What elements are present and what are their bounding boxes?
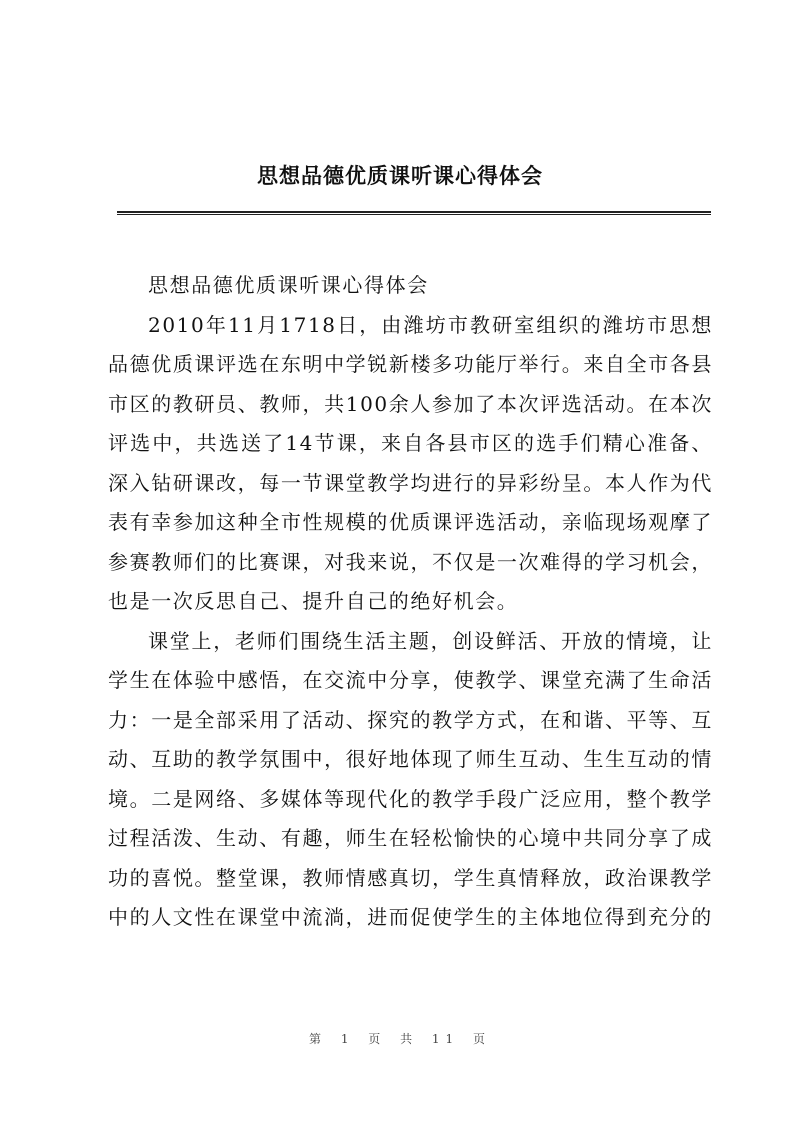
body-paragraph-heading: 思想品德优质课听课心得体会: [148, 273, 429, 297]
body-paragraph: 课堂上，老师们围绕生活主题，创设鲜活、开放的情境，让学生在体验中感悟，在交流中分享，使教学、课堂充满了生命活力：一是全部采用了活动、探究的教学方式，在和谐、平等、互动、互助的教学氛围中，很好地体现了师生互动、生生互动的情境。二是网络、多媒体等现代化的教学手段广泛应用，整个教学过程活泼、生动、有趣，师生在轻松愉快的心境中共同分享了成功的喜悦。整堂课，教师情感真切，学生真情释放，政治课教学中的人文性在课堂中流淌，进而促使学生的主体地位得到充分的: [108, 628, 713, 929]
document-title: 思想品德优质课听课心得体会: [257, 164, 543, 188]
page-number-footer: 第 1 页 共 11 页: [309, 1032, 491, 1046]
document-body: [108, 266, 713, 938]
title-divider: [117, 211, 711, 215]
body-paragraph: 2010年11月1718日，由潍坊市教研室组织的潍坊市思想品德优质课评选在东明中学锐新楼多功能厅举行。来自全市各县市区的教研员、教师，共100余人参加了本次评选活动。在本次评选中，共选送了14节课，来自各县市区的选手们精心准备、深入钻研课改，每一节课堂教学均进行的异彩纷呈。本人作为代表有幸参加这种全市性规模的优质课评选活动，亲临现场观摩了参赛教师们的比赛课，对我来说，不仅是一次难得的学习机会，也是一次反思自己、提升自己的绝好机会。: [108, 312, 713, 613]
